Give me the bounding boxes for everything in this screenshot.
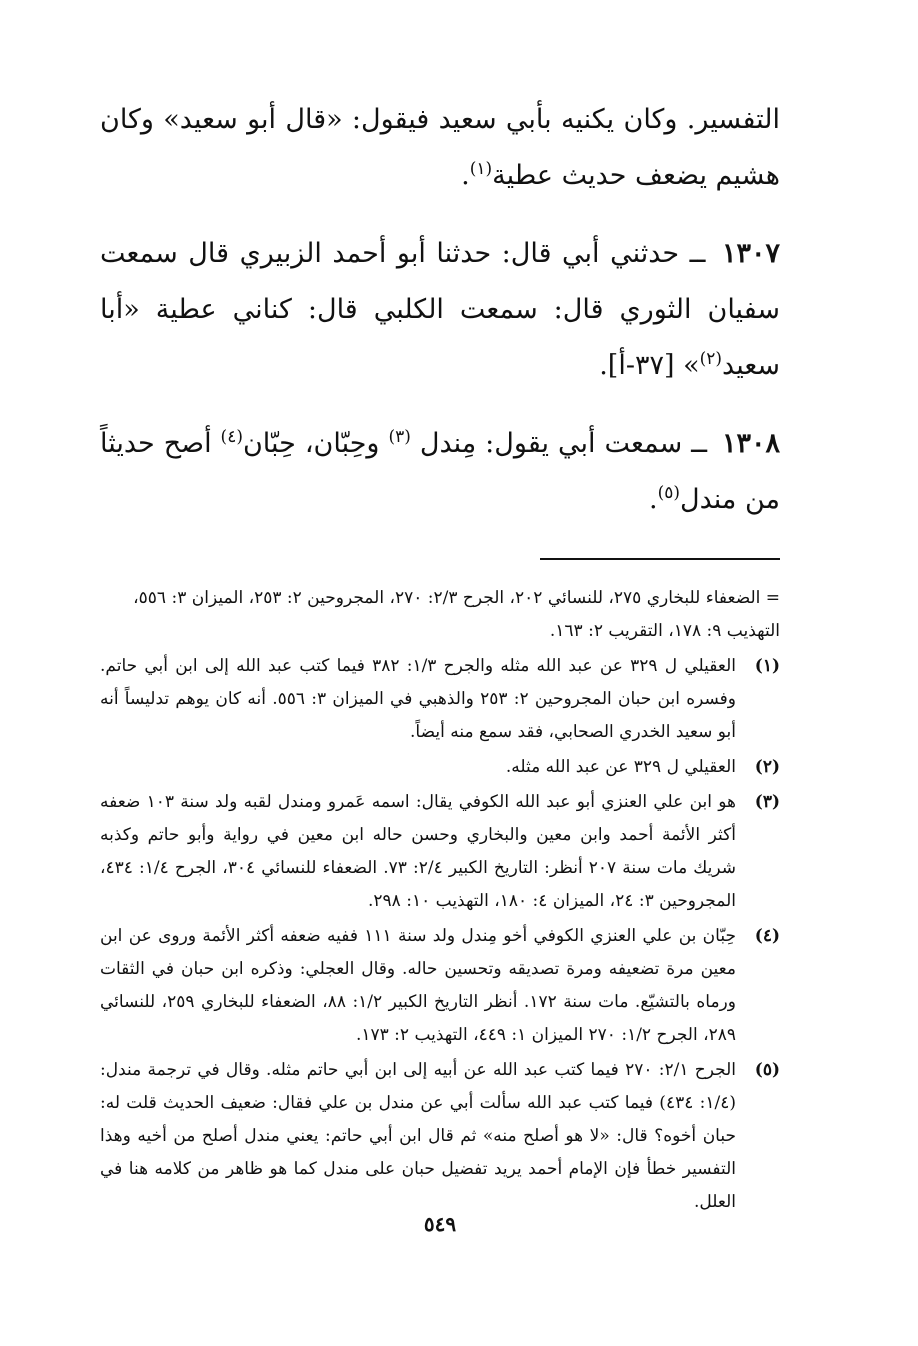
footnote-ref[interactable]: (٢): [699, 349, 723, 369]
footnote-item: [100, 920, 780, 1052]
page-number: ٥٤٩: [423, 1212, 457, 1236]
paragraph-end: .: [648, 484, 658, 515]
footnote-item: [100, 786, 780, 918]
paragraph-text: أصح حديثاً من مندل: [100, 428, 780, 515]
paragraph-1308: [100, 416, 780, 528]
footnote-marker: (١): [754, 656, 780, 676]
footnote-ref[interactable]: (١): [469, 159, 493, 179]
paragraph-text: ــ سمعت أبي يقول: مِندل: [419, 428, 708, 459]
paragraph-1307: [100, 226, 780, 394]
footnote-text: العقيلي ل ٣٢٩ عن عبد الله مثله.: [505, 757, 736, 777]
footnote-text: العقيلي ل ٣٢٩ عن عبد الله مثله والجرح ١/٣: ٣٨٢ فيما كتب عبد الله إلى ابن أبي حاتم. وفسره ابن حبان المجروحين ٢: ٢٥٣ والذهبي في الميزان ٣: ٥٥٦. أنه كان يوهم تدليساً أنه أبو سعيد الخدري الصحابي، فقد سمع منه أيضاً.: [100, 656, 736, 742]
footnote-continuation: = الضعفاء للبخاري ٢٧٥، للنسائي ٢٠٢، الجرح ٢/٣: ٢٧٠، المجروحين ٢: ٢٥٣، الميزان ٣: ٥٥٦، التهذيب ٩: ١٧٨، التقريب ٢: ١٦٣.: [133, 588, 780, 641]
footnote-item: [100, 751, 780, 784]
paragraph-text: ــ حدثني أبي قال: حدثنا أبو أحمد الزبيري قال سمعت سفيان الثوري قال: سمعت الكلبي قال: كناني عطية «أبا سعيد: [100, 238, 780, 381]
footnote-marker: (٣): [754, 792, 780, 812]
footnote-ref[interactable]: (٣): [388, 427, 411, 447]
footnote-marker: (٥): [754, 1060, 780, 1080]
footnote-text: حِبّان بن علي العنزي الكوفي أخو مِندل ولد سنة ١١١ ففيه ضعفه أكثر الأئمة وروى عن ابن معين مرة تضعيفه ومرة تصديقه وتحسين حاله. وقال العجلي: وذكره ابن حبان في الثقات ورماه بالتشيّع. مات سنة ١٧٢. أنظر التاريخ الكبير ١/٢: ٨٨، الضعفاء للبخاري ٢٥٩، للنسائي ٢٨٩، الجرح ١/٢: ٢٧٠ الميزان ١: ٤٤٩، التهذيب ٢: ١٧٣.: [100, 926, 736, 1045]
paragraph-text: وحِبّان، حِبّان: [242, 428, 380, 459]
paragraph-end: » [٣٧-أ].: [599, 350, 700, 381]
paragraph-continuation: [100, 92, 780, 204]
footnote-text: هو ابن علي العنزي أبو عبد الله الكوفي يقال: اسمه عَمرو ومندل لقبه ولد سنة ١٠٣ ضعفه أكثر الأئمة أحمد وابن معين والبخاري وحسن حاله ابن معين في رواية وأبو حاتم وكذبه شريك مات سنة ٢٠٧ أنظر: التاريخ الكبير ٢/٤: ٧٣. الضعفاء للنسائي ٣٠٤، الجرح ١/٤: ٤٣٤، المجروحين ٣: ٢٤، الميزان ٤: ١٨٠، التهذيب ١٠: ٢٩٨.: [100, 792, 736, 911]
footnote-ref[interactable]: (٤): [220, 427, 243, 447]
footnote-item: [100, 650, 780, 749]
paragraph-number: ١٣٠٨: [721, 428, 780, 459]
main-text: [100, 92, 780, 528]
footnote-text: الجرح ٢/١: ٢٧٠ فيما كتب عبد الله عن أبيه إلى ابن أبي حاتم مثله. وقال في ترجمة مندل: (١/٤: ٤٣٤) فيما كتب عبد الله سألت أبي عن مندل بن علي فقال: ضعيف الحديث قلت له: حبان أخوه؟ قال: «لا هو أصلح منه» ثم قال ابن أبي حاتم: يعني مندل أصلح من أخيه وهذا التفسير خطأ فإن الإمام أحمد يريد تفضيل حبان على مندل كما هو ظاهر من كلامه هنا في العلل.: [100, 1060, 736, 1212]
footnote-item: [100, 1054, 780, 1219]
paragraph-number: ١٣٠٧: [721, 238, 780, 269]
book-page: [100, 92, 780, 1332]
footnote-divider: [540, 558, 780, 560]
footnote-marker: (٢): [754, 757, 780, 777]
footnote-marker: (٤): [754, 926, 780, 946]
footnotes: [100, 582, 780, 1219]
footnote-ref[interactable]: (٥): [657, 483, 680, 503]
paragraph-text: التفسير. وكان يكنيه بأبي سعيد فيقول: «قال أبو سعيد» وكان هشيم يضعف حديث عطية: [100, 104, 780, 191]
paragraph-end: .: [461, 160, 470, 191]
